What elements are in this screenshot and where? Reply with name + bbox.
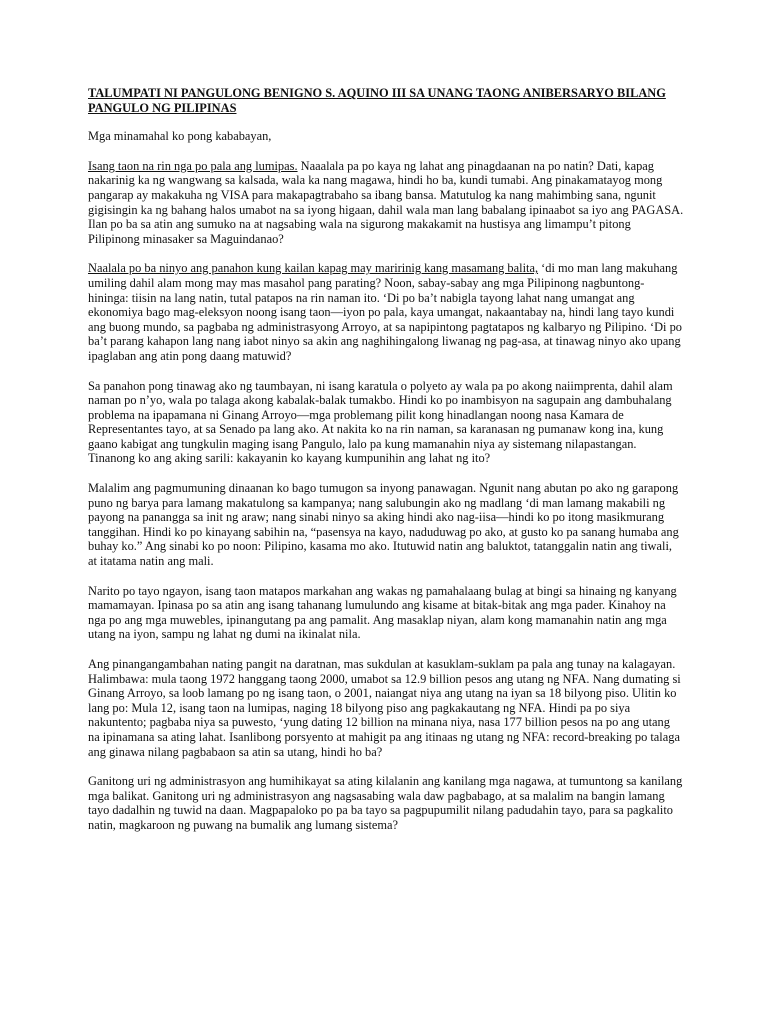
paragraph-text: ‘di mo man lang makuhang umiling dahil alam mong may mas masahol pang parating? Noon, sabay-sabay ang mga Pilipinong nagbuntong-hininga: tiisin na lang natin, tutal patapos na rin naman ito. ‘Di po ba’t nabigla tayong lahat nang umangat ang ekonomiya bago mag-eleksyon noong isang taon—iyon po pala, kaya umangat, nakaantabay na, hindi lang tayo kundi ang buong mundo, sa pagbaba ng administrasyong Arroyo, at sa napipintong pagtatapos ng kalbaryo ng Pilipino. ‘Di po ba’t parang kahapon lang nang iabot ninyo sa akin ang naghihingalong liwanag ng pag-asa, at tinawag ninyo ako upang ipaglaban ang atin pong daang matuwid? <box>88 261 682 363</box>
document-title: TALUMPATI NI PANGULONG BENIGNO S. AQUINO III SA UNANG TAONG ANIBERSARYO BILANG PANGULO NG PILIPINAS <box>88 86 666 115</box>
salutation: Mga minamahal ko pong kababayan, <box>88 129 272 144</box>
paragraph-text: Ganitong uri ng administrasyon ang humihikayat sa ating kilalanin ang kanilang mga nagawa, at tumuntong sa kanilang mga balikat. Ganitong uri ng administrasyon ang nagsasabing wala daw pagbabago, at sa malalim na bangin lamang tayo dadalhin ng tuwid na daan. Magpapaloko po pa ba tayo sa pagpupumilit nilang padudahin tayo, para sa pagkalito natin, magkaroon ng puwang na bumalik ang lumang sistema? <box>88 774 683 832</box>
paragraph-5 <box>88 584 684 642</box>
paragraph-text: Naaalala pa po kaya ng lahat ang pinagdaanan na po natin? Dati, kapag nakarinig ka ng wangwang sa kalsada, wala ka nang magawa, hindi ho ba, kundi tumabi. Ang pinakamatayog mong pangarap ay makakuha ng VISA para makapagtrabaho sa ibang bansa. Matutulog ka nang mahimbing sana, ngunit gigisingin ka ng bahang halos umabot na sa iyong higaan, dahil wala man lang babalang ipinaabot sa iyo ang PAGASA. Ilan po ba sa atin ang sumuko na at nagsabing wala na sigurong makakamit na hustisya ang limampu’t pitong Pilipinong minasaker sa Maguindanao? <box>88 158 684 246</box>
paragraph-text: Narito po tayo ngayon, isang taon matapos markahan ang wakas ng pamahalaang bulag at bingi sa hinaing ng kanyang mamamayan. Ipinasa po sa atin ang isang tahanang lumulundo ang kisame at bitak-bitak ang mga pader. Kinahoy na nga po ang mga muwebles, ipinangutang pa ang pamalit. Ang masaklap niyan, alam kong mamanahin natin ang mga utang na iyon, sampu ng lahat ng dumi na ikinalat nila. <box>88 583 677 642</box>
paragraph-3 <box>88 379 684 467</box>
paragraph-4 <box>88 481 684 569</box>
underlined-lead: Isang taon na rin nga po pala ang lumipas. <box>88 158 298 173</box>
paragraph-text: Sa panahon pong tinawag ako ng taumbayan, ni isang karatula o polyeto ay wala pa po akong naiimprenta, dahil alam naman po n’yo, wala po talaga akong kabalak-balak tumakbo. Hindi ko po inambisyon na sagupain ang dambuhalang problema na ipapamana ni Ginang Arroyo—mga problemang pilit kong hinadlangan noong nasa Kamara de Representantes tayo, at sa Senado pa lang ako. At nakita ko na rin naman, sa karanasan ng pumanaw kong ina, kung gaano kabigat ang tungkulin maging isang Pangulo, lalo pa kung mamanahin niya ay sistemang nilapastangan. Tinanong ko ang aking sarili: kakayanin ko kayang kumpunihin ang lahat ng ito? <box>88 378 673 466</box>
paragraph-7 <box>88 774 684 832</box>
paragraph-2 <box>88 261 684 363</box>
paragraph-text: Malalim ang pagmumuning dinaanan ko bago tumugon sa inyong panawagan. Ngunit nang abutan po ako ng garapong puno ng barya para lamang makatulong sa kampanya; nang salubungin ako ng madlang ‘di man lamang makabili ng payong na panangga sa init ng araw; nang sinabi ninyo sa aking hindi ako nag-iisa—hindi ko po itong masikmurang tanggihan. Hindi ko po kinayang sabihin na, “pasensya na kayo, naduduwag po ako, at gusto ko pa sanang humaba ang buhay ko.” Ang sinabi ko po noon: Pilipino, kasama mo ako. Itutuwid natin ang baluktot, tatanggalin natin ang tiwali, at itatama natin ang mali. <box>88 481 679 569</box>
document-page <box>88 86 684 848</box>
underlined-lead: Naalala po ba ninyo ang panahon kung kailan kapag may maririnig kang masamang balita, <box>88 261 539 276</box>
paragraph-1 <box>88 159 684 247</box>
paragraph-text: Ang pinangangambahan nating pangit na daratnan, mas sukdulan at kasuklam-suklam pa pala ang tunay na kalagayan. Halimbawa: mula taong 1972 hanggang taong 2000, umabot sa 12.9 billion pesos ang utang ng NFA. Nang dumating si Ginang Arroyo, sa loob lamang po ng isang taon, o 2001, naiangat niya ang utang na iyan sa 18 bilyong piso. Ulitin ko lang po: Mula 12, isang taon na lumipas, naging 18 bilyong piso ang pagkakautang ng NFA. Hindi pa po siya nakuntento; pagbaba niya sa puwesto, ‘yung dating 12 billion na minana niya, nasa 177 billion pesos na po ang utang na ipinamana sa ating lahat. Isanlibong porsyento at mahigit pa ang itinaas ng utang ng NFA: record-breaking po talaga ang ginawa nilang pagbabaon sa atin sa utang, hindi ho ba? <box>88 657 681 759</box>
paragraph-6 <box>88 657 684 759</box>
